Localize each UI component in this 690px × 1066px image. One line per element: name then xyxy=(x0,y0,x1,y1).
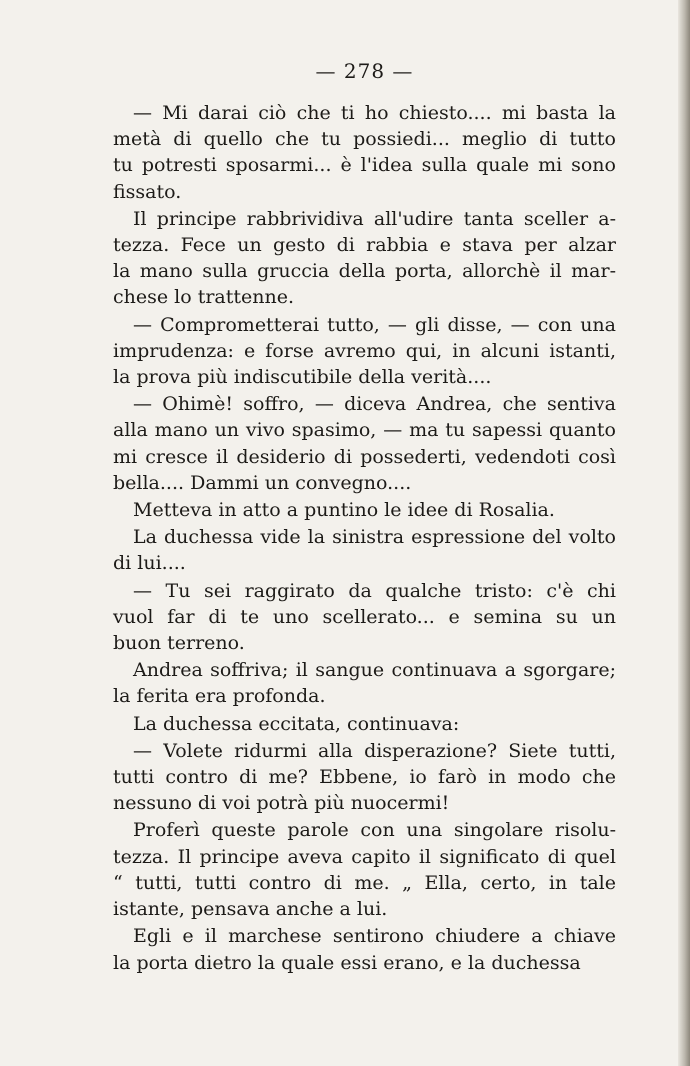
text-line: — Mi darai ciò che ti ho chiesto.... mi basta la xyxy=(133,102,616,124)
text-line: la porta dietro la quale essi erano, e la duchessa xyxy=(113,951,581,974)
paragraph xyxy=(113,657,616,709)
paragraph-list xyxy=(113,100,616,976)
text-line: Il principe rabbrividiva all'udire tanta sceller a- xyxy=(133,207,616,230)
text-line: tezza. Fece un gesto di rabbia e stava per alzar xyxy=(113,234,616,257)
text-line: tu potresti sposarmi... è l'idea sulla quale mi sono xyxy=(113,154,616,177)
paragraph xyxy=(113,206,616,311)
text-line: vuol far di te uno scellerato... e semina su un xyxy=(113,605,616,628)
text-line: istante, pensava anche a lui. xyxy=(113,898,388,921)
page-text-block xyxy=(113,58,616,977)
text-line: — Ohimè! soffro, — diceva Andrea, che sentiva xyxy=(133,393,616,416)
text-line: la ferita era profonda. xyxy=(113,685,326,708)
paragraph xyxy=(113,578,616,657)
text-line: di lui.... xyxy=(113,552,186,575)
text-line: La duchessa vide la sinistra espressione del volto xyxy=(133,526,616,549)
text-line: tezza. Il principe aveva capito il significato di quel xyxy=(113,845,616,868)
text-line: “ tutti, tutti contro di me. „ Ella, certo, in tale xyxy=(113,871,616,894)
text-line: — Comprometterai tutto, — gli disse, — con una xyxy=(133,313,616,336)
text-line: chese lo trattenne. xyxy=(113,286,295,309)
text-line: Andrea soffriva; il sangue continuava a sgorgare; xyxy=(133,659,616,682)
paragraph xyxy=(113,497,616,523)
page-number-header: — 278 — xyxy=(315,59,414,83)
text-line: buon terreno. xyxy=(113,632,245,655)
paragraph xyxy=(113,391,616,496)
text-line: Metteva in atto a puntino le idee di Rosalia. xyxy=(133,499,555,522)
text-line: Egli e il marchese sentirono chiudere a chiave xyxy=(133,925,616,948)
text-line: alla mano un vivo spasimo, — ma tu sapessi quanto xyxy=(113,419,616,442)
text-line: la mano sulla gruccia della porta, allorchè il mar- xyxy=(113,260,616,283)
text-line: tutti contro di me? Ebbene, io farò in modo che xyxy=(113,766,616,789)
paragraph xyxy=(113,312,616,391)
paragraph xyxy=(113,524,616,576)
text-line: metà di quello che tu possiedi... meglio di tutto xyxy=(113,128,616,151)
paragraph xyxy=(113,711,616,737)
paragraph xyxy=(113,100,616,205)
text-line: — Tu sei raggirato da qualche tristo: c'è chi xyxy=(133,579,616,602)
paragraph xyxy=(113,817,616,922)
text-line: fissato. xyxy=(113,180,182,203)
text-line: — Volete ridurmi alla disperazione? Siete tutti, xyxy=(133,739,616,762)
text-line: La duchessa eccitata, continuava: xyxy=(133,712,460,735)
text-line: mi cresce il desiderio di possederti, vedendoti così xyxy=(113,445,616,468)
page-edge-shadow xyxy=(678,0,690,1066)
paragraph xyxy=(113,738,616,817)
text-line: imprudenza: e forse avremo qui, in alcuni istanti, xyxy=(113,339,616,362)
text-line: Proferì queste parole con una singolare risolu- xyxy=(133,819,616,842)
paragraph xyxy=(113,923,616,975)
text-line: la prova più indiscutibile della verità.... xyxy=(113,366,492,389)
text-line: nessuno di voi potrà più nuocermi! xyxy=(113,792,450,815)
text-line: bella.... Dammi un convegno.... xyxy=(113,471,412,494)
